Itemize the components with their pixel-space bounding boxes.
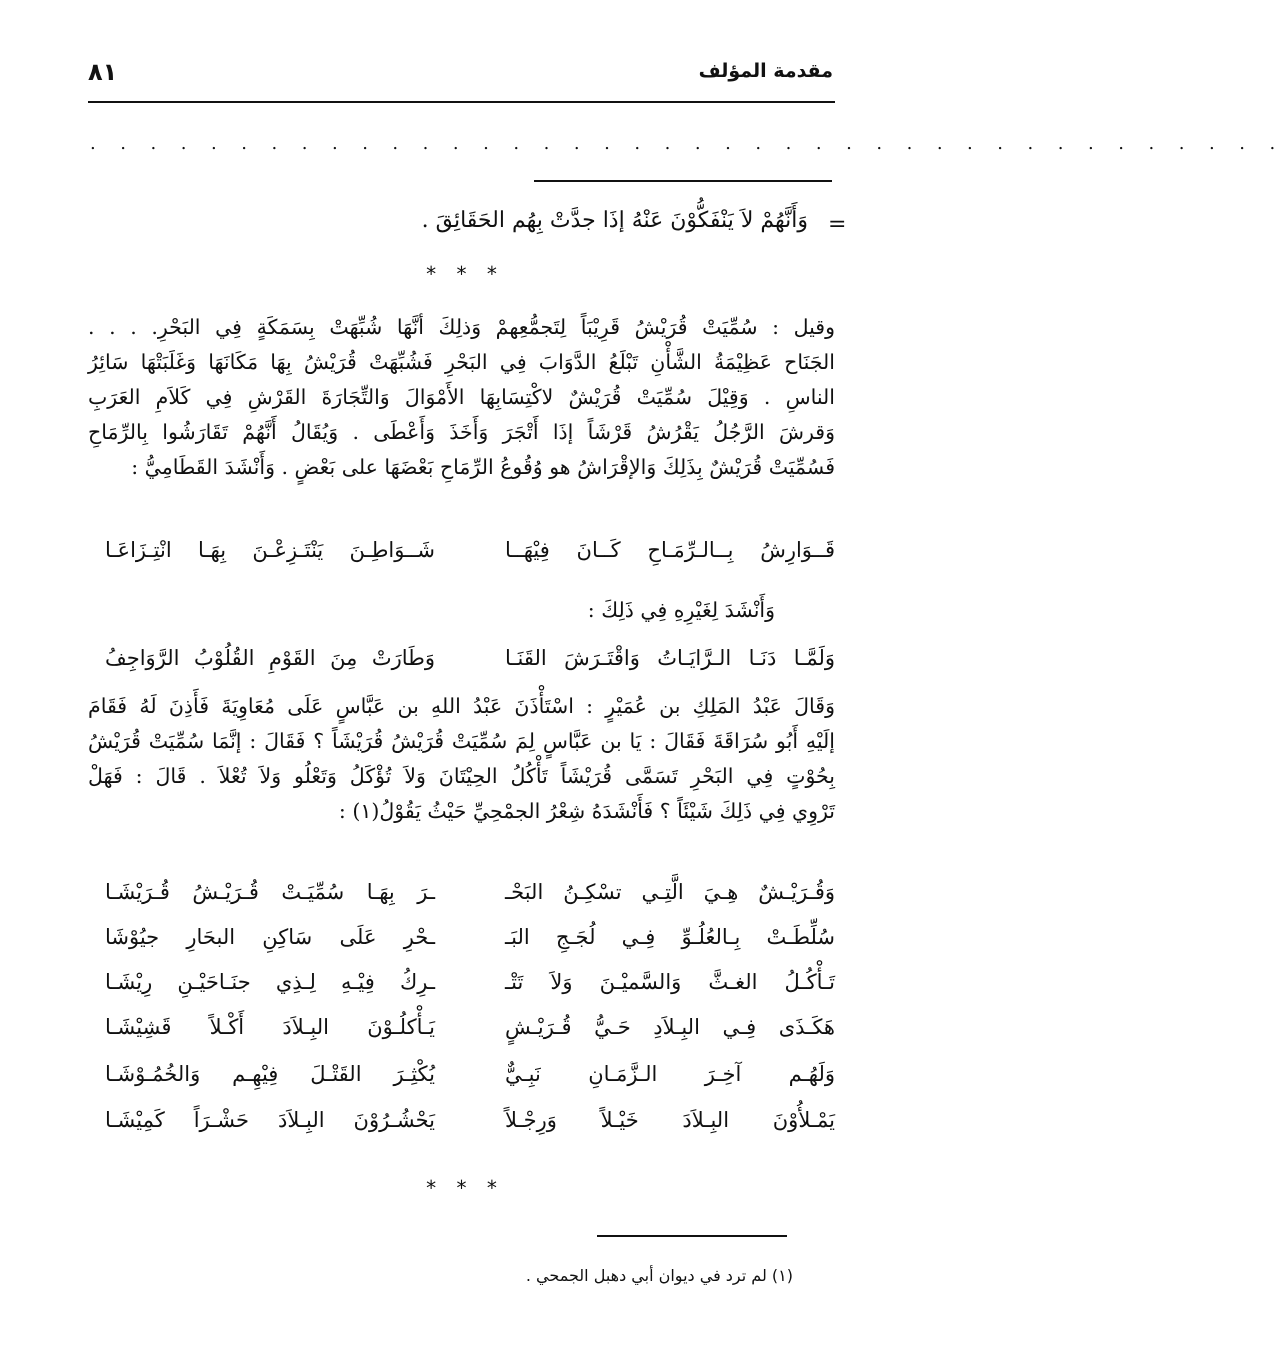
verse-first-hemistich: وَقُـرَيْـشٌ هِـيَ الَّتِـي تسْكِـنُ البَحْـ — [505, 880, 835, 904]
text-line: تَرْوِي فِي ذَلِكَ شَيْئَاً ؟ فَأَنْشَدَهُ شِعْرُ الجمْحِيِّ حَيْثُ يَقُوْلُ(١) : — [338, 799, 835, 823]
verse-first-hemistich: هَكَـذَى فِـي البِـلاَدِ حَـيُّ قُـرَيْـشٍ — [505, 1015, 835, 1039]
text-line: بِحُوْتٍ فِي البَحْرِ تَسَمَّى قُرَيْشَاً تَأْكُلُ الحِيْتَانَ وَلاَ تُؤْكَلُ وَتَعْلُو وَلاَ تُعْلاَ . قَالَ : فَهَلْ — [88, 764, 835, 788]
verse-other-poet — [88, 646, 835, 682]
text-line: الجَنَاح عَظِيْمَةُ الشَّأْنِ تَبْلَعُ الدَّوَابَ فِي البَحْرِ فَشُبِّهَتْ قُرَيْشُ بِهَا مَكَانَهَا وَغَلَبَتْهَا سَائِرُ — [88, 350, 835, 374]
text-line: وقيل : سُمِّيَتْ قُرَيْشُ قَرِيْبَاً لِتَجمُّعِهمْ وَذلِكَ أنَّهَا شُبِّهَتْ بِسَمَكَةٍ فِي البَحْرِ. . . . — [88, 315, 835, 339]
section-separator: * * * — [426, 262, 497, 286]
omission-dots: . . . . . . . . . . . . . . . . . . . . . . . . . . . . . . . . . . . . . . . . — [90, 133, 1285, 154]
verse-first-hemistich: قَــوَارِشُ بِــالـرِّمَـاحِ كَــانَ فِيْهَــا — [505, 538, 835, 562]
poem-verse — [88, 880, 835, 916]
verse-first-hemistich: تَـأْكُـلُ الغـثَّ وَالسَّميْـنَ وَلاَ تَتْـ — [505, 970, 835, 994]
verse-second-hemistich: وَطَارَتْ مِنَ القَوْمِ القُلُوْبُ الرَّوَاجِفُ — [105, 646, 435, 670]
footnote-rule — [597, 1235, 787, 1237]
section-separator: * * * — [426, 1176, 497, 1200]
continued-footnote-line: وَأَنَّهُمْ لاَ يَنْفَكُّوْنَ عَنْهُ إذَا جدَّتْ بِهُم الحَقَائِقَ . — [421, 208, 808, 233]
verse-qutami — [88, 538, 835, 574]
poem-verse — [88, 1015, 835, 1051]
verse-first-hemistich: وَلَهُـم آخِـرَ الـزَّمَـانِ نَبِـيٌّ — [505, 1062, 835, 1086]
continuation-marker: = — [828, 212, 847, 237]
verse-second-hemistich: ـرِكُ فِيْـهِ لِـذِي جنَـاحَيْـنِ رِيْشَـا — [105, 970, 435, 994]
verse-intro-line: وَأَنْشَدَ لِغَيْرِهِ فِي ذَلِكَ : — [587, 598, 775, 622]
verse-first-hemistich: يَمْـلأُوْنَ البِـلاَدَ خَيْـلاً وَرِجْـلاً — [505, 1108, 835, 1132]
text-line: وَقرشَ الرَّجُلُ يَقْرُشُ قَرْشَاً إذَا أَتْجَرَ وَأَخَذَ وَأَعْطَى . وَيُقَالُ أَنَّهُمْ تَقَارَشُوا بِالرِّمَاحِ — [88, 420, 835, 444]
verse-second-hemistich: ـرَ بِهَـا سُمِّيَـتْ قُـرَيْـشُ قُـرَيْشَـا — [105, 880, 435, 904]
poem-verse — [88, 970, 835, 1006]
text-line: الناسِ . وَقِيْلَ سُمِّيَتْ قُرَيْشٌ لاكْتِسَابِهَا الأَمْوَالَ وَالتِّجَارَةَ القَرْشِ فِي كَلاَمِ العَرَبِ — [88, 385, 835, 409]
verse-first-hemistich: سُلِّطَـتْ بِـالعُلُـوِّ فِـي لُجَـجِ البَـ — [505, 925, 835, 949]
text-line: إلَيْهِ أَبُو سُرَاقَةَ فَقَالَ : يَا بن عَبَّاسٍ لِمَ سُمِّيَتْ قُرَيْشُ قُرَيْشَاً ؟ فَقَالَ : إنَّمَا سُمِّيَتْ قُرَيْشُ — [88, 729, 835, 753]
page-number: ٨١ — [88, 58, 118, 86]
verse-second-hemistich: ـحْرِ عَلَى سَاكِنِ البحَارِ جيُوْشَا — [105, 925, 435, 949]
verse-second-hemistich: يَـأْكلُـوْنَ البِـلاَدَ أَكْـلاً قَشِيْشَـا — [105, 1015, 435, 1039]
text-line: فَسُمِّيَتْ قُرَيْشٌ بِذَلِكَ وَالإقْرَاشُ هو وُقُوعُ الرِّمَاحِ بَعْضَهَا على بَعْضٍ . وَأَنْشَدَ القَطَامِيُّ : — [131, 455, 835, 479]
verse-first-hemistich: وَلَمَّـا دَنَـا الـرَّايَـاتُ وَاقْتَـرَشَ القَنَـا — [505, 646, 835, 670]
footnote-continuation-rule — [534, 180, 832, 182]
verse-second-hemistich: يَحْشُـرُوْنَ البِـلاَدَ حَشْـرَاً كَمِيْشَـا — [105, 1108, 435, 1132]
verse-second-hemistich: شَــوَاطِـنَ يَنْتَـزِعْـنَ بِهَـا انْتِـزَاعَـا — [105, 538, 435, 562]
text-line: وَقَالَ عَبْدُ المَلِكِ بن عُمَيْرٍ : اسْتَأْذَنَ عَبْدُ اللهِ بن عَبَّاسٍ عَلَى مُعَاوِيَةَ فَأَذِنَ لَهُ فَقَامَ — [88, 694, 835, 718]
footnote: (١) لم ترد في ديوان أبي دهبل الجمحي . — [525, 1266, 793, 1285]
paragraph-quraysh-name — [88, 310, 835, 485]
poem-verse — [88, 925, 835, 961]
poem-verse — [88, 1108, 835, 1144]
verse-second-hemistich: يُكْثِـرَ القَتْـلَ فِيْهِـم وَالخُمُـوْشَـا — [105, 1062, 435, 1086]
header-rule — [88, 101, 835, 103]
running-header-title: مقدمة المؤلف — [698, 60, 833, 82]
poem-verse — [88, 1062, 835, 1098]
paragraph-ibn-abbas-anecdote — [88, 689, 835, 829]
